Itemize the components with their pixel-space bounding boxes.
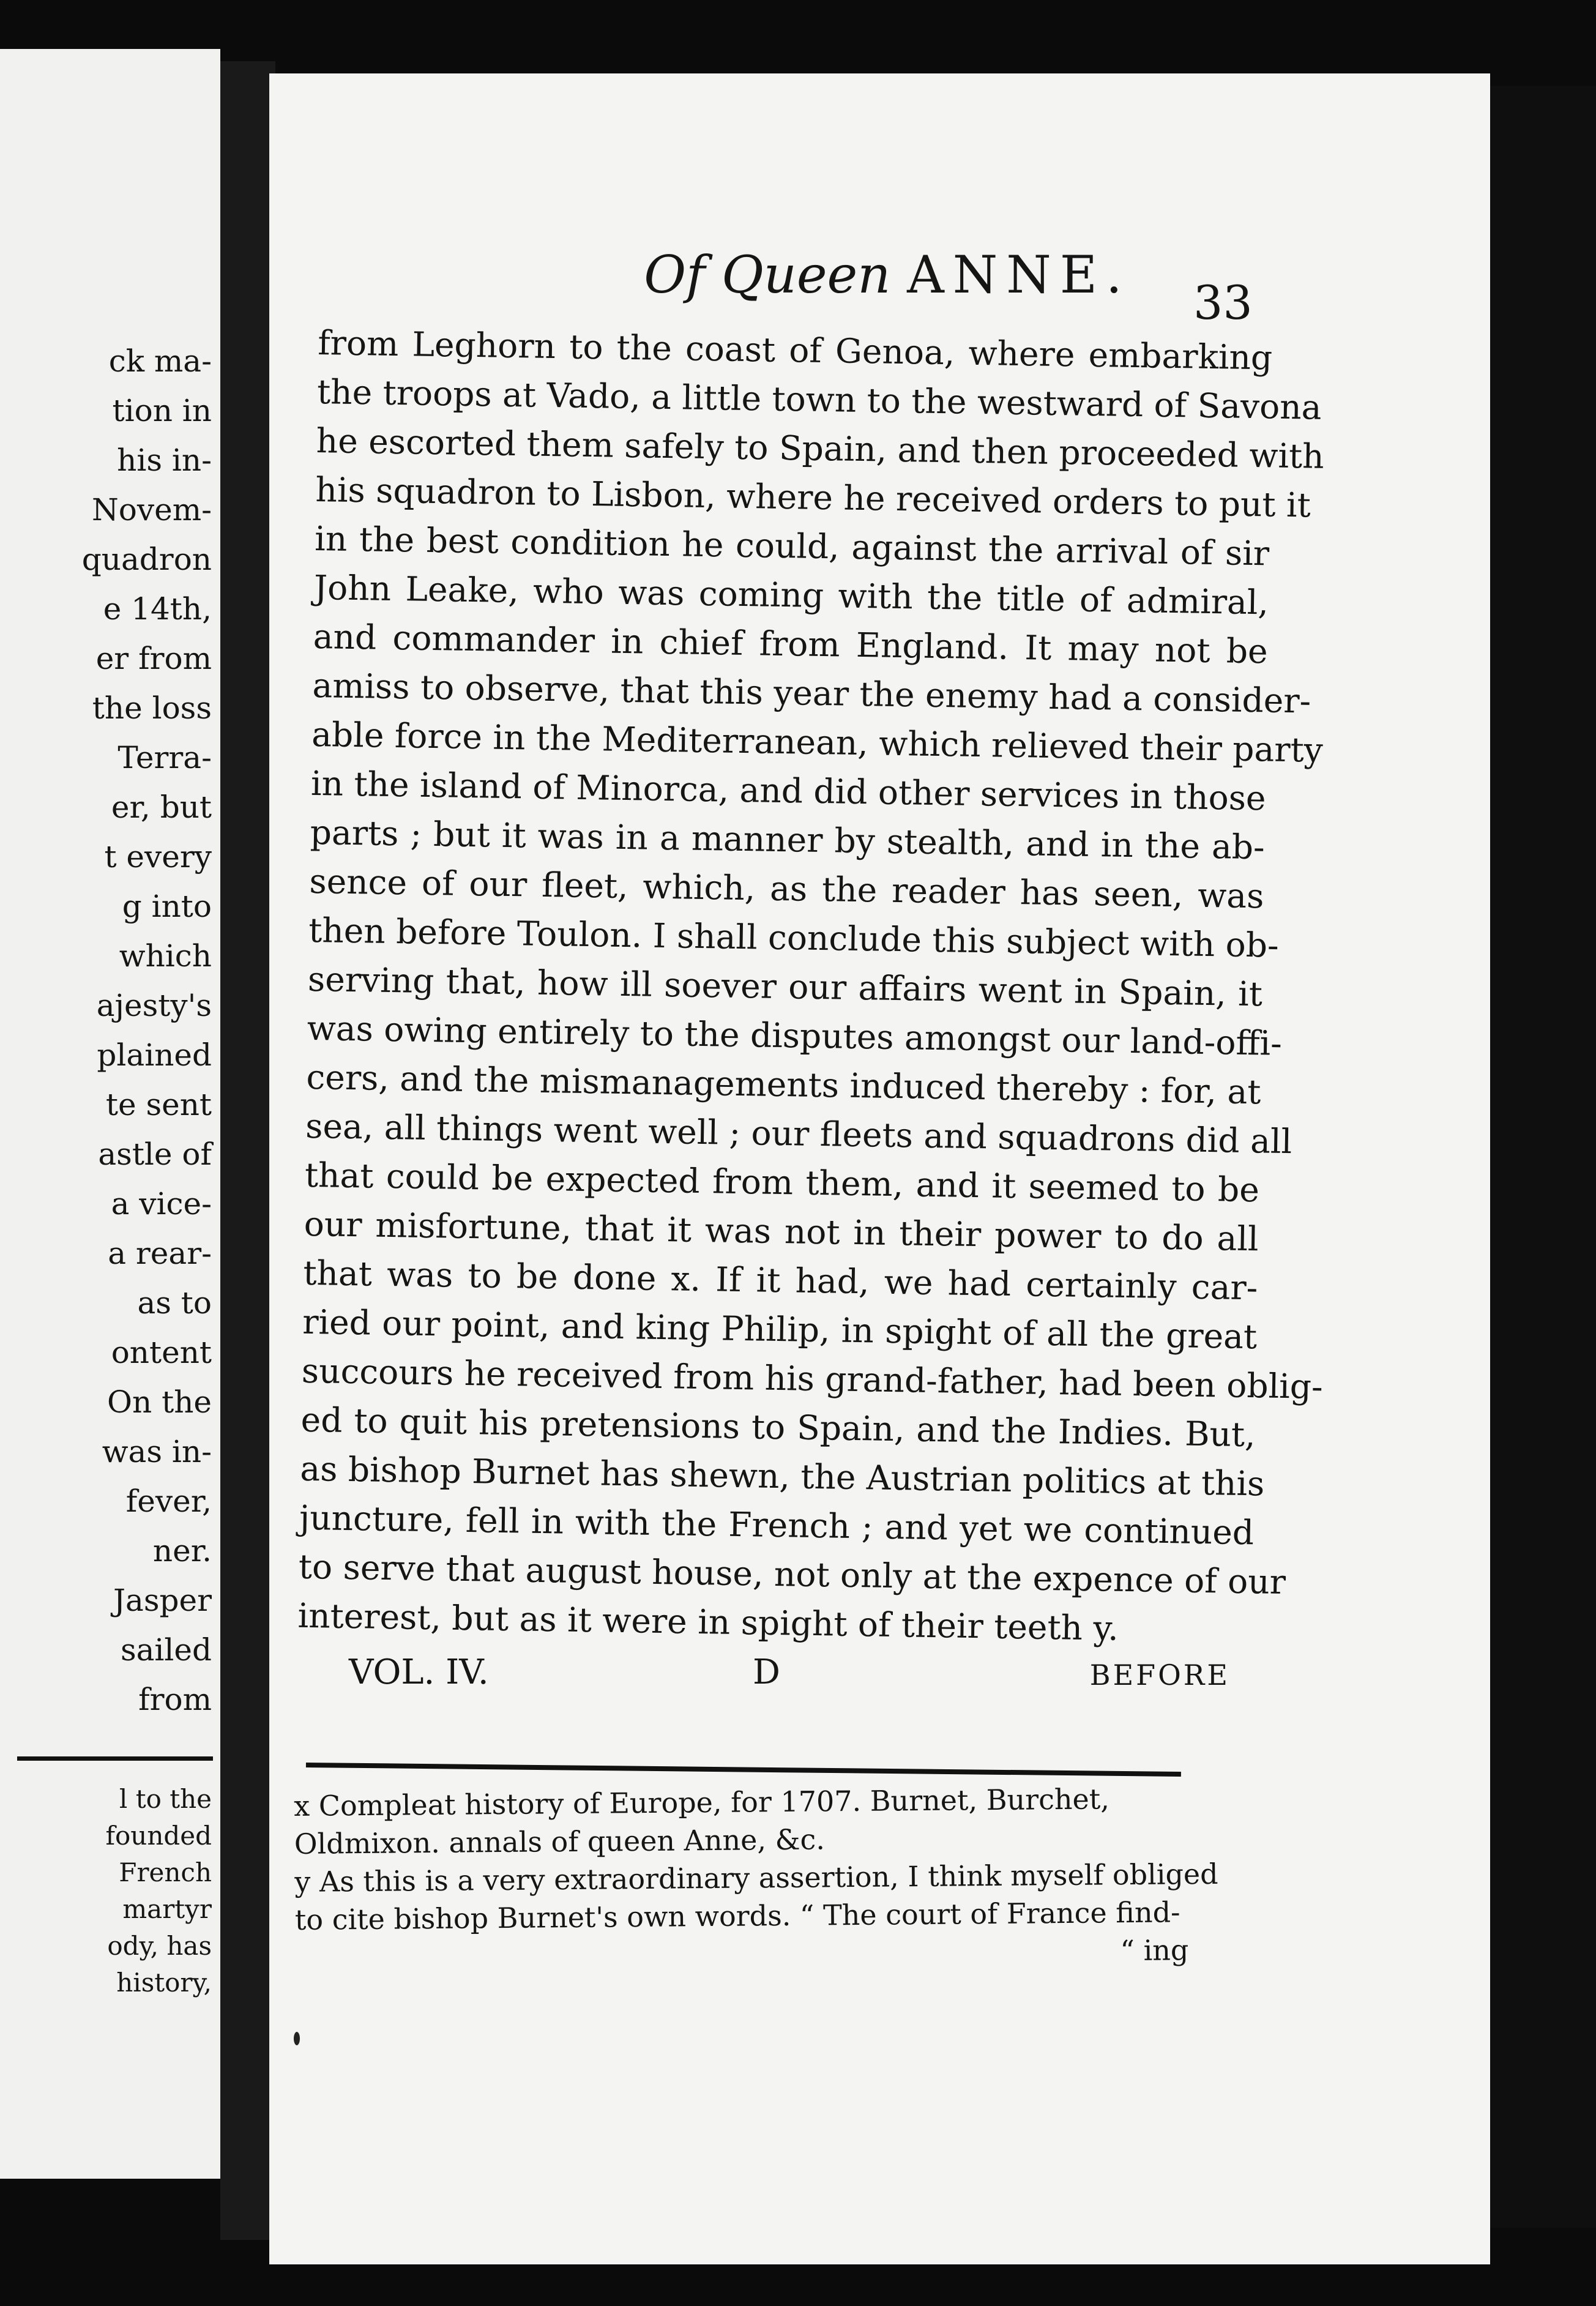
left-line: quadron [81,542,212,577]
footnotes [294,1779,1218,1977]
page-number: 33 [1193,275,1253,330]
left-line: ner. [152,1533,212,1569]
text-line: interest, but as it were in spight of their teeth y. [297,1595,1119,1648]
left-page-text [12,337,220,1725]
volume-label: VOL. IV. [349,1652,489,1692]
text-line: sea, all things went well ; our fleets and squadrons did all [305,1106,1292,1162]
left-note-line: ody, has [107,1931,212,1961]
right-page [269,73,1490,2264]
left-footnote-rule [17,1756,213,1761]
text-line: his squadron to Lisbon, where he received orders to put it [315,469,1311,525]
left-line: plained [97,1037,212,1073]
text-line: from Leghorn to the coast of Genoa, where embarking [317,323,1273,378]
left-line: er from [95,641,212,676]
left-note-line: martyr [122,1894,212,1924]
text-line: parts ; but it was in a manner by stealth, and in the ab- [310,812,1266,867]
text-line: sence of our fleet, which, as the reader has seen, was [309,861,1264,916]
left-line: ajesty's [96,988,212,1023]
footnote-line: y As this is a very extraordinary assertion, I think myself obliged [294,1857,1218,1898]
signature-line [349,1652,1230,1701]
text-line: the troops at Vado, a little town to the westward of Savona [316,371,1322,427]
left-line: er, but [111,789,212,825]
left-line: a vice- [111,1186,212,1222]
footnote-line: “ ing [1120,1933,1189,1968]
text-line: that was to be done x. If it had, we had certainly car- [302,1253,1258,1308]
ink-speck [294,2032,300,2045]
catchword: BEFORE [1089,1659,1230,1692]
page-edge-shadow [1490,86,1596,2228]
text-line: serving that, how ill soever our affairs went in Spain, it [307,959,1263,1014]
running-head [520,245,1255,305]
left-note-line: history, [116,1968,212,1998]
running-head-prefix: Of Queen [644,245,891,305]
signature-mark: D [753,1652,780,1692]
book-gutter [220,61,275,2240]
left-line: a rear- [108,1236,212,1271]
text-line: in the island of Minorca, and did other services in those [310,763,1267,818]
text-line: cers, and the mismanagements induced thereby : for, at [306,1057,1261,1112]
left-line: te sent [105,1087,212,1122]
footnote-line: Oldmixon. annals of queen Anne, &c. [294,1823,826,1860]
text-line: in the best condition he could, against the arrival of sir [314,518,1270,573]
left-line: Jasper [113,1583,212,1618]
text-line: ed to quit his pretensions to Spain, and the Indies. But, [300,1400,1256,1455]
text-line: amiss to observe, that this year the enemy had a consider- [312,665,1311,721]
text-line: juncture, fell in with the French ; and yet we continued [299,1498,1255,1553]
left-line: Terra- [117,740,212,775]
left-note-line: French [119,1857,212,1887]
text-line: as bishop Burnet has shewn, the Austrian politics at this [299,1449,1265,1504]
left-note-line: l to the [119,1784,212,1814]
left-line: t every [104,839,212,875]
left-line: astle of [98,1136,212,1172]
text-line: our misfortune, that it was not in their power to do all [304,1204,1259,1259]
body-text [297,318,1325,1655]
left-page-footnotes [12,1781,220,2001]
left-line: fever, [125,1483,212,1519]
text-line: able force in the Mediterranean, which relieved their party [311,714,1324,770]
left-line: Novem- [92,492,212,528]
left-line: was in- [102,1434,212,1469]
text-line: succours he received from his grand-father, had been oblig- [301,1351,1324,1406]
text-line: ried our point, and king Philip, in spight of all the great [302,1302,1258,1357]
left-line: On the [107,1384,212,1420]
left-note-line: founded [105,1821,212,1851]
text-line: to serve that august house, not only at the expence of our [298,1547,1286,1602]
left-line: g into [122,889,212,924]
text-line: was owing entirely to the disputes amongst our land-offi- [307,1008,1283,1063]
left-line: as to [137,1285,212,1321]
running-head-name: ANNE. [907,245,1131,305]
left-line: tion in [112,393,212,428]
left-facing-page [0,49,220,2179]
footnote-rule [306,1763,1181,1777]
text-line: he escorted them safely to Spain, and then proceeded with [316,420,1325,476]
left-line: e 14th, [103,591,212,627]
footnote-line: to cite bishop Burnet's own words. “ The court of France find- [294,1895,1180,1936]
left-line: his in- [117,442,212,478]
left-line: the loss [92,690,212,726]
text-line: then before Toulon. I shall conclude this subject with ob- [308,910,1280,965]
text-line: John Leake, who was coming with the title of admiral, [313,567,1269,622]
footnote-line: x Compleat history of Europe, for 1707. Burnet, Burchet, [294,1782,1110,1823]
left-line: sailed [120,1632,212,1668]
left-line: which [119,938,212,974]
text-line: that could be expected from them, and it seemed to be [304,1155,1260,1210]
left-line: ontent [111,1335,212,1370]
text-line: and commander in chief from England. It may not be [313,616,1269,671]
left-line: ck ma- [108,343,212,379]
left-line: from [138,1682,212,1717]
